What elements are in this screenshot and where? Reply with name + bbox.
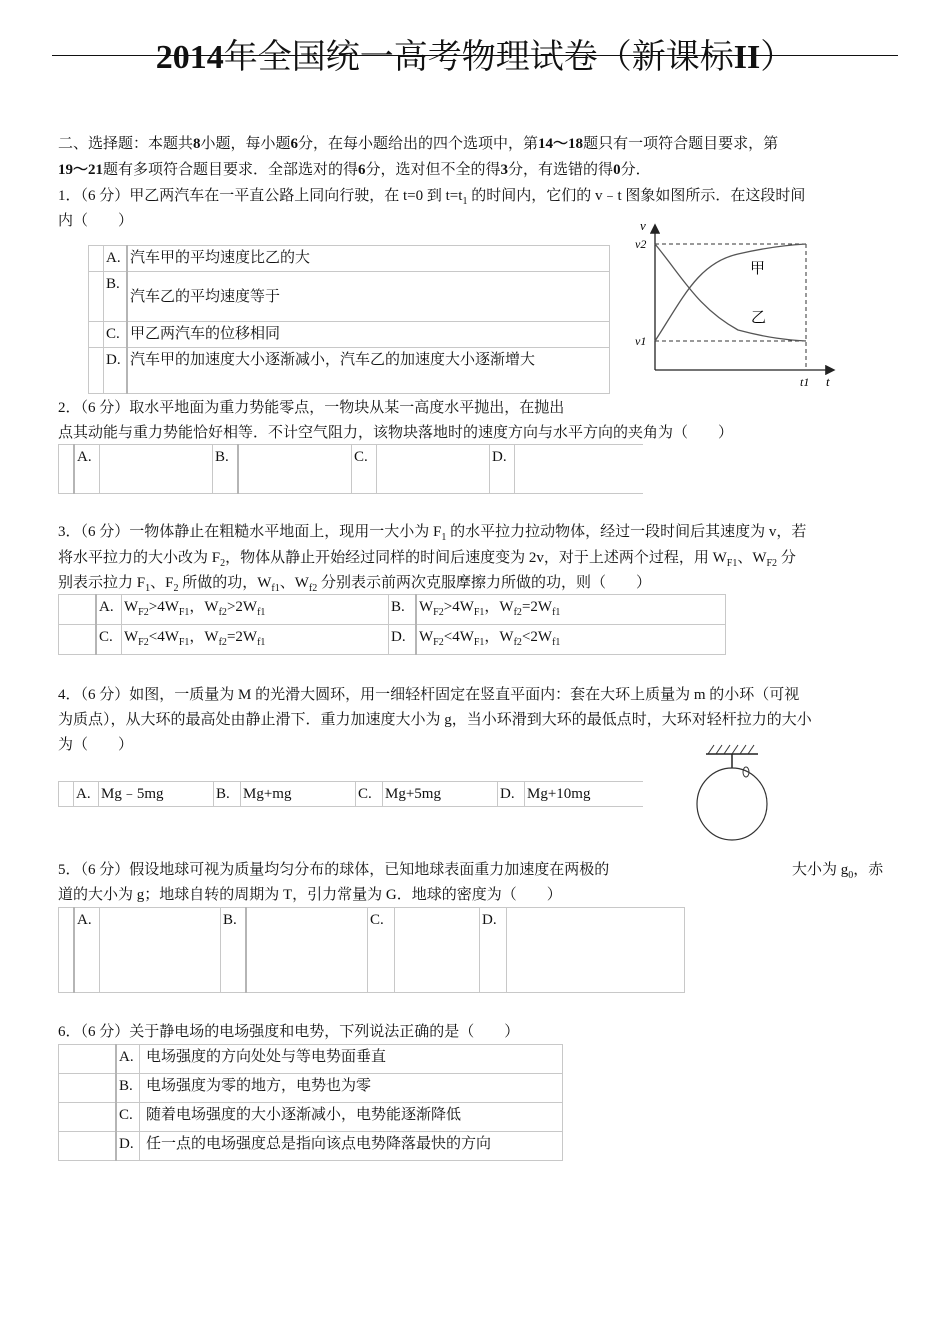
q3-option-c-label[interactable]: C. [96, 625, 122, 655]
jia-label: 甲 [750, 259, 766, 277]
q6-option-a-text[interactable]: 电场强度的方向处处与等电势面垂直 [140, 1045, 563, 1074]
q5-stem-line1: 5．（6 分）假设地球可视为质量均匀分布的球体，已知地球表面重力加速度在两极的 [58, 862, 610, 878]
section-instructions-line2: 19～21题有多项符合题目要求．全部选对的得6分，选对但不全的得3分，有选错的得0分． [58, 162, 651, 178]
q6-option-a-label[interactable]: A. [116, 1045, 140, 1074]
q5-option-b[interactable]: B. [221, 908, 247, 993]
title-year: 2014 [155, 39, 224, 76]
q3-option-d-label[interactable]: D. [389, 625, 417, 655]
title-text: 年全国统一高考物理试卷（新课标 [223, 39, 734, 76]
q6-option-d-text[interactable]: 任一点的电场强度总是指向该点电势降落最快的方向 [140, 1132, 563, 1161]
q6-option-b-text[interactable]: 电场强度为零的地方，电势也为零 [140, 1074, 563, 1103]
q3-option-d-text[interactable]: $W_{F2}<4W_{F1}$，$W_{f2}<2W_{f1}$ [416, 625, 726, 655]
q2-options-table [58, 444, 643, 494]
q6-option-d-label[interactable]: D. [116, 1132, 140, 1161]
v1-label: v1 [635, 334, 647, 348]
q4-option-a-text[interactable]: Mg﹣5mg [99, 782, 214, 807]
t1-label: t1 [800, 375, 810, 389]
q1-option-b-text[interactable]: 汽车乙的平均速度等于 [127, 272, 610, 322]
q4-option-a-label[interactable]: A. [74, 782, 99, 807]
q3-option-a-text[interactable]: $W_{F2}>4W_{F1}$，$W_{f2}>2W_{f1}$ [122, 595, 389, 625]
q3-stem-line1: 3．（6 分）一物体静止在粗糙水平地面上，现用一大小为 $F_1$ 的水平拉力拉动物体，经过一段时间后其速度为 v，若 [58, 524, 807, 543]
q2-option-a[interactable]: A. [74, 445, 100, 494]
q3-option-b-text[interactable]: $W_{F2}>4W_{F1}$，$W_{f2}=2W_{f1}$ [416, 595, 726, 625]
q2-stem-line2: 点其动能与重力势能恰好相等．不计空气阻力，该物块落地时的速度方向与水平方向的夹角为（ ） [58, 425, 734, 441]
q2-option-c[interactable]: C. [352, 445, 377, 494]
title-close: ） [760, 39, 795, 76]
q4-stem-line1: 4．（6 分）如图，一质量为 M 的光滑大圆环，用一细轻杆固定在竖直平面内：套在大环上质量为 m 的小环（可视 [58, 687, 800, 703]
q1-stem-line2: 内（ ） [58, 213, 134, 229]
page-title [0, 38, 950, 78]
q3-option-b-label[interactable]: B. [389, 595, 417, 625]
q6-option-b-label[interactable]: B. [116, 1074, 140, 1103]
q3-stem-line2: 将水平拉力的大小改为 $F_2$，物体从静止开始经过同样的时间后速度变为 2v，对于上述两个过程，用 $W_{F1}$、$W_{F2}$ 分 [58, 550, 796, 569]
large-ring [697, 768, 767, 840]
q3-option-a-label[interactable]: A. [96, 595, 122, 625]
q4-option-d-label[interactable]: D. [498, 782, 525, 807]
q1-option-b-label[interactable]: B. [104, 272, 128, 322]
q1-option-a-text[interactable]: 汽车甲的平均速度比乙的大 [127, 246, 610, 272]
q4-option-b-label[interactable]: B. [214, 782, 241, 807]
q6-option-c-text[interactable]: 随着电场强度的大小逐渐减小，电势能逐渐降低 [140, 1103, 563, 1132]
q5-options-table [58, 907, 685, 993]
q4-options-table [58, 781, 643, 807]
v-axis-label: v [640, 218, 646, 233]
q5-option-a[interactable]: A. [74, 908, 100, 993]
q2-stem-line1: 2．（6 分）取水平地面为重力势能零点，一物块从某一高度水平抛出，在抛出 [58, 400, 565, 416]
q1-option-d-label[interactable]: D. [104, 348, 128, 394]
q5-stem-line1-end: 大小为 $g_0$，赤 [792, 862, 884, 881]
q1-option-d-text[interactable]: 汽车甲的加速度大小逐渐减小，汽车乙的加速度大小逐渐增大 [127, 348, 610, 394]
t-axis-label: t [826, 374, 830, 389]
q1-option-c-label[interactable]: C. [104, 322, 128, 348]
q5-option-d[interactable]: D. [480, 908, 507, 993]
q1-stem-line1: 1．（6 分）甲乙两汽车在一平直公路上同向行驶，在 t=0 到 $t=t_1$ 的时间内，它们的 v﹣t 图象如图所示．在这段时间 [58, 188, 806, 207]
q6-stem: 6．（6 分）关于静电场的电场强度和电势，下列说法正确的是（ ） [58, 1024, 520, 1040]
curve-yi [655, 244, 806, 341]
yi-label: 乙 [751, 308, 767, 326]
q1-option-c-text[interactable]: 甲乙两汽车的位移相同 [127, 322, 610, 348]
q5-stem-line2: 道的大小为 g；地球自转的周期为 T，引力常量为 G．地球的密度为（ ） [58, 887, 562, 903]
q5-option-c[interactable]: C. [368, 908, 395, 993]
q1-options-table [88, 245, 610, 394]
q1-vt-graph [628, 218, 843, 390]
q4-option-c-text[interactable]: Mg+5mg [383, 782, 498, 807]
q4-stem-line2: 为质点），从大环的最高处由静止滑下．重力加速度大小为 g，当小环滑到大环的最低点时，大环对轻杆拉力的大小 [58, 712, 812, 728]
v2-label: v2 [635, 237, 647, 251]
q3-stem-line3: 别表示拉力 $F_1$、$F_2$ 所做的功，$W_{f1}$、$W_{f2}$ 分别表示前两次克服摩擦力所做的功，则（ ） [58, 575, 651, 594]
q4-option-d-text[interactable]: Mg+10mg [525, 782, 644, 807]
title-suffix: II [733, 39, 761, 76]
q4-option-c-label[interactable]: C. [356, 782, 383, 807]
q3-options-table [58, 594, 726, 655]
section-instructions-line1: 二、选择题：本题共8小题，每小题6分，在每小题给出的四个选项中，第14～18题只有一项符合题目要求，第 [58, 136, 779, 152]
q6-options-table [58, 1044, 563, 1161]
q6-option-c-label[interactable]: C. [116, 1103, 140, 1132]
q3-option-c-text[interactable]: $W_{F2}<4W_{F1}$，$W_{f2}=2W_{f1}$ [122, 625, 389, 655]
q4-stem-line3: 为（ ） [58, 737, 134, 753]
q4-ring-figure [690, 742, 780, 842]
q2-option-b[interactable]: B. [213, 445, 239, 494]
q2-option-d[interactable]: D. [490, 445, 515, 494]
q1-option-a-label[interactable]: A. [104, 246, 128, 272]
curve-jia [655, 244, 806, 341]
q4-option-b-text[interactable]: Mg+mg [241, 782, 356, 807]
